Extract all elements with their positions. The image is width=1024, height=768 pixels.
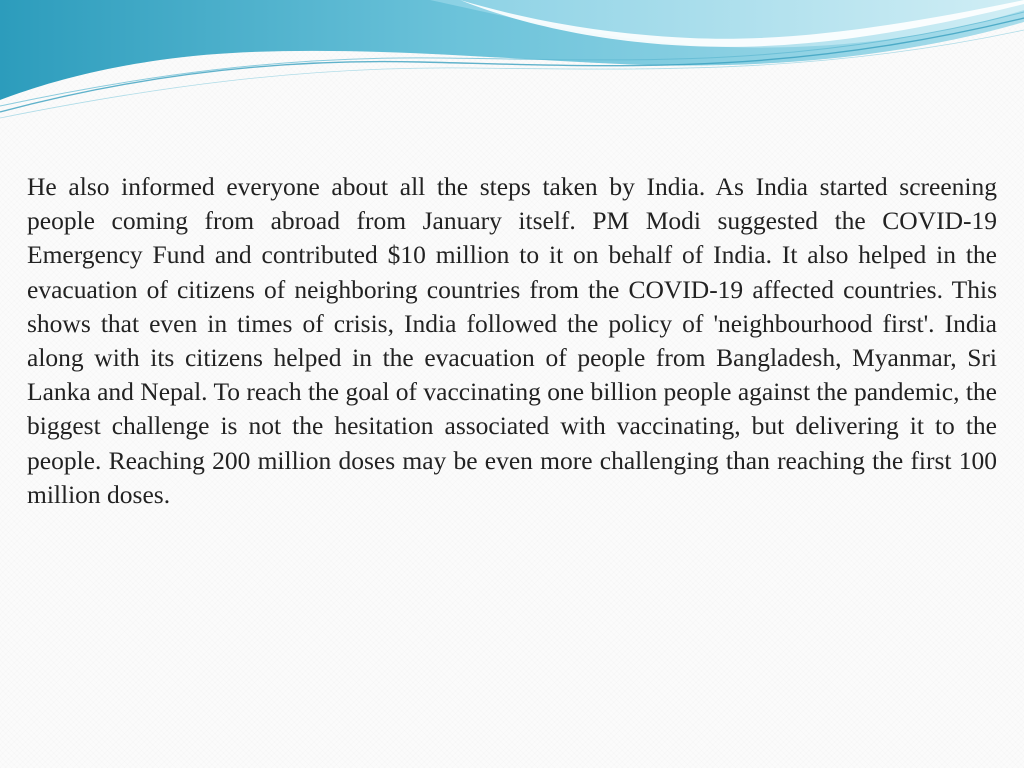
slide-body-text: He also informed everyone about all the steps taken by India. As India started screening people coming from abroad from January itself. PM Modi suggested the COVID-19 Emergency Fund and contributed $10 million to it on behalf of India. It also helped in the evacuation of citizens of neighboring countries from the COVID-19 affected countries. This shows that even in times of crisis, India followed the policy of 'neighbourhood first'. India along with its citizens helped in the evacuation of people from Bangladesh, Myanmar, Sri Lanka and Nepal. To reach the goal of vaccinating one billion people against the pandemic, the biggest challenge is not the hesitation associated with vaccinating, but delivering it to the people. Reaching 200 million doses may be even more challenging than reaching the first 100 million doses.: [27, 172, 997, 509]
decorative-wave-header: [0, 0, 1024, 130]
